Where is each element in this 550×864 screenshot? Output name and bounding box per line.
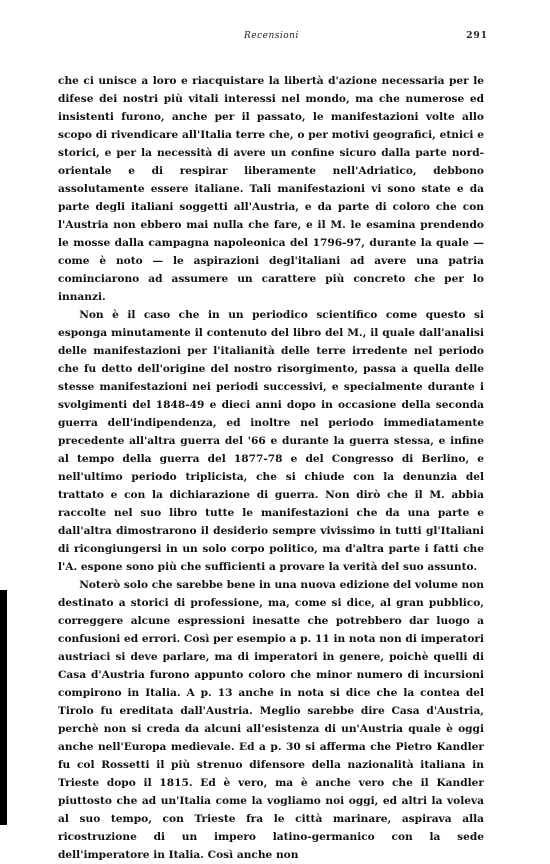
body-text — [58, 72, 484, 864]
paragraph-1: che ci unisce a loro e riacquistare la libertà d'azione necessaria per le difese dei nostri più vitali interessi nel mondo, ma che numerose ed insistenti furono, anche per il passato, le manifestazioni volte allo scopo di rivendicare all'Italia terre che, o per motivi geografici, etnici e storici, e per la necessità di avere un confine sicuro dalla parte nord-orientale e di respirar liberamente nell'Adriatico, debbono assolutamente essere italiane. Tali manifestazioni vi sono state e da parte degli italiani soggetti all'Austria, e da parte di coloro che con l'Austria non ebbero mai nulla che fare, e il M. le esamina prendendo le mosse dalla campagna napoleonica del 1796-97, durante la quale — come è noto — le aspirazioni degl'italiani ad avere una patria cominciarono ad assumere un carattere più concreto che per lo innanzi. — [58, 75, 484, 303]
scan-shadow-edge — [0, 590, 7, 825]
page-header — [58, 31, 488, 45]
page-number: 291 — [466, 31, 488, 41]
paragraph-2: Non è il caso che in un periodico scientifico come questo si esponga minutamente il contenuto del libro del M., il quale dall'analisi delle manifestazioni per l'italianità delle terre irredente nel periodo che fu detto dell'origine del nostro risorgimento, passa a quella delle stesse manifestazioni nei periodi successivi, e specialmente durante i svolgimenti del 1848-49 e dieci anni dopo in occasione della seconda guerra dell'indipendenza, ed inoltre nel periodo immediatamente precedente all'altra guerra del '66 e durante la guerra stessa, e infine al tempo della guerra del 1877-78 e del Congresso di Berlino, e nell'ultimo periodo triplicista, che si chiude con la denunzia del trattato e con la dichiarazione di guerra. Non dirò che il M. abbia raccolte nel suo libro tutte le manifestazioni che da una parte e dall'altra dimostrarono il desiderio sempre vivissimo in tutti gl'Italiani di ricongiungersi in un solo corpo politico, ma d'altra parte i fatti che l'A. espone sono più che sufficienti a provare la verità del suo assunto. — [58, 309, 484, 573]
paragraph-3: Noterò solo che sarebbe bene in una nuova edizione del volume non destinato a storici di professione, ma, come si dice, al gran pubblico, correggere alcune espressioni inesatte che potrebbero dar luogo a confusioni ed errori. Così per esempio a p. 11 in nota non di imperatori austriaci si deve parlare, ma di imperatori in genere, poichè quelli di Casa d'Austria furono appunto coloro che minor numero di incursioni compirono in Italia. A p. 13 anche in nota si dice che la contea del Tirolo fu ereditata dall'Austria. Meglio sarebbe dire Casa d'Austria, perchè non si creda da alcuni all'esistenza di un'Austria quale è oggi anche nell'Europa medievale. Ed a p. 30 si afferma che Pietro Kandler fu col Rossetti il più strenuo difensore della nazionalità italiana in Trieste dopo il 1815. Ed è vero, ma è anche vero che il Kandler piuttosto che ad un'Italia come la vogliamo noi oggi, ed altri la voleva al suo tempo, con Trieste fra le città marinare, aspirava alla ricostruzione di un impero latino-germanico con la sede dell'imperatore in Italia. Così anche non — [58, 579, 484, 861]
running-head: Recensioni — [244, 31, 299, 41]
